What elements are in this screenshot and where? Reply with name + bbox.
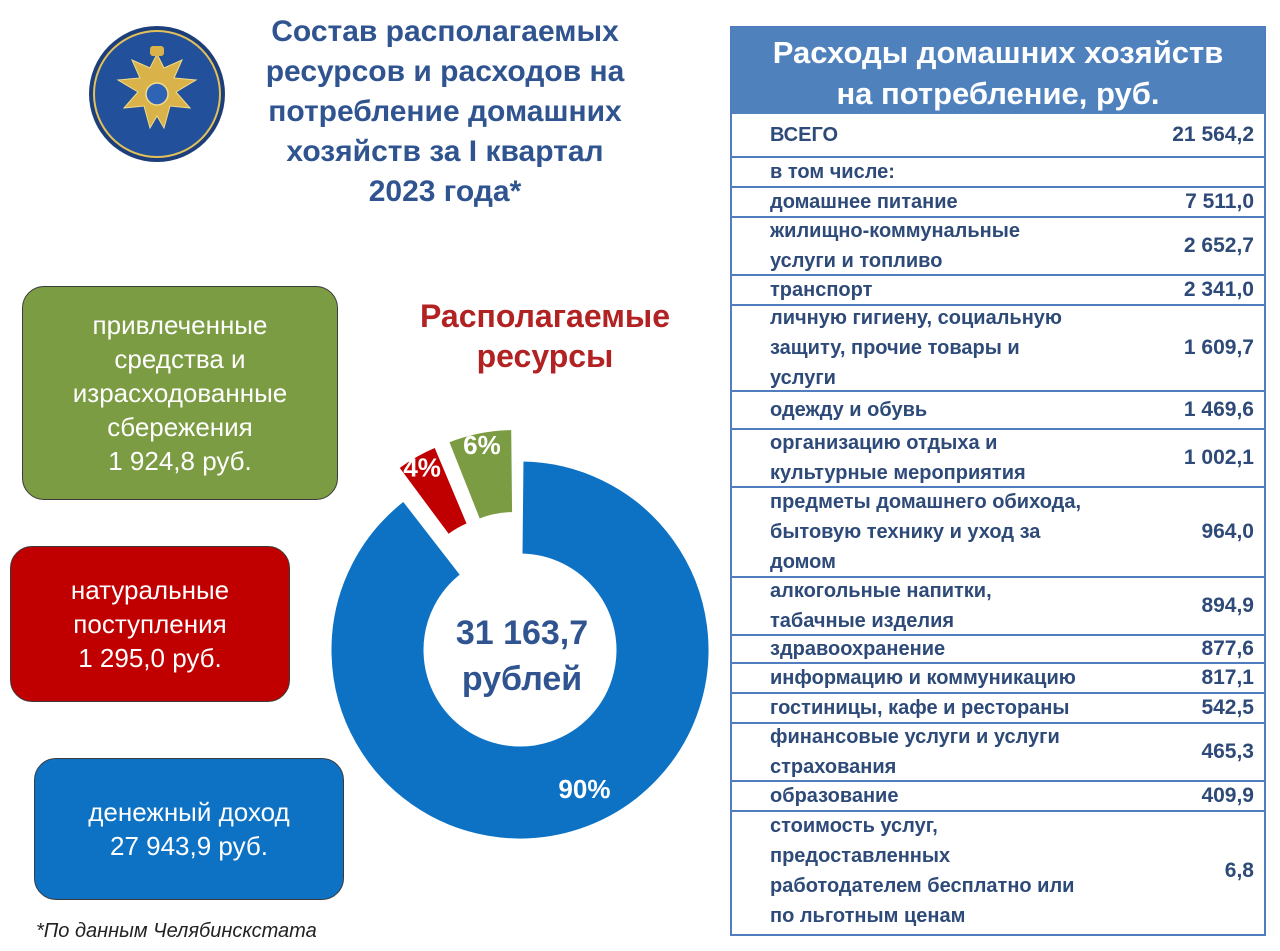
row-label-line: бытовую технику и уход за [770, 521, 1041, 543]
row-label [732, 303, 1124, 393]
main-title-line: ресурсов и расходов на [265, 55, 625, 88]
row-label-line: предоставленных [770, 845, 951, 867]
row-label-line: защиту, прочие товары и [770, 337, 1020, 359]
in-kind-income-box [10, 546, 290, 702]
table-row [732, 186, 1264, 216]
row-label-line: финансовые услуги и услуги [770, 726, 1060, 748]
row-label [732, 722, 1124, 782]
box-line: средства и [114, 344, 246, 374]
table-row [732, 486, 1264, 576]
row-label-line: одежду и обувь [770, 399, 928, 421]
row-value: 877,6 [1201, 637, 1254, 660]
resources-donut-chart [300, 400, 740, 860]
row-label [732, 811, 1124, 931]
row-value: 1 002,1 [1183, 446, 1254, 469]
row-label [732, 634, 1124, 664]
row-value: 409,9 [1201, 784, 1254, 807]
row-label [732, 187, 1124, 217]
row-value: 542,5 [1201, 696, 1254, 719]
row-label-line: транспорт [770, 279, 873, 301]
row-value: 1 469,6 [1183, 398, 1254, 421]
row-label [732, 395, 1124, 425]
main-title-line: потребление домашних [268, 95, 622, 128]
box-line: поступления [73, 609, 227, 639]
row-label-line: услуги [770, 367, 836, 389]
row-label-line: организацию отдыха и [770, 432, 998, 454]
footnote: *По данным Челябинскстата [36, 920, 317, 942]
row-label-line: стоимость услуг, [770, 815, 938, 837]
row-label [732, 576, 1124, 636]
expenses-table-body [732, 114, 1264, 930]
row-value: 7 511,0 [1185, 190, 1254, 213]
table-row [732, 576, 1264, 634]
expenses-table [730, 26, 1266, 936]
main-title [236, 12, 654, 212]
row-label-line: домашнее питание [770, 191, 958, 213]
box-line: сбережения [107, 412, 253, 442]
row-label-line: домом [770, 551, 836, 573]
row-value: 2 341,0 [1183, 278, 1254, 301]
table-row [732, 156, 1264, 186]
row-label [732, 781, 1124, 811]
row-value: 6,8 [1224, 859, 1254, 882]
row-value: 817,1 [1201, 666, 1254, 689]
main-title-line: 2023 года* [368, 175, 522, 208]
emblem-logo [86, 24, 228, 164]
box-line: 1 924,8 руб. [108, 446, 252, 476]
row-label [732, 693, 1124, 723]
box-line: 27 943,9 руб. [109, 831, 268, 861]
table-row [732, 722, 1264, 780]
table-row [732, 304, 1264, 390]
donut-title-line: Располагаемые [419, 298, 670, 334]
row-value: 21 564,2 [1172, 123, 1254, 146]
money-income-box [34, 758, 344, 900]
row-label-line: ВСЕГО [770, 124, 839, 146]
row-value: 2 652,7 [1183, 234, 1254, 257]
slice-percent-label: 90% [558, 774, 611, 805]
table-row [732, 810, 1264, 930]
slice-percent-label: 4% [403, 452, 441, 483]
row-label-line: гостиницы, кафе и рестораны [770, 697, 1070, 719]
row-label-line: табачные изделия [770, 610, 955, 632]
row-label-line: личную гигиену, социальную [770, 307, 1062, 329]
borrowed-funds-box [22, 286, 338, 500]
row-label [732, 663, 1124, 693]
table-header-line: на потребление, руб. [836, 76, 1160, 111]
main-title-line: хозяйств за I квартал [286, 135, 604, 168]
table-row [732, 634, 1264, 662]
main-title-line: Состав располагаемых [271, 15, 619, 48]
box-line: привлеченные [92, 310, 268, 340]
box-line: 1 295,0 руб. [78, 643, 222, 673]
donut-title [400, 296, 690, 376]
row-label [732, 487, 1124, 577]
row-value: 964,0 [1201, 520, 1254, 543]
table-row [732, 390, 1264, 428]
row-label [732, 428, 1124, 488]
row-value: 1 609,7 [1183, 336, 1254, 359]
row-label [732, 157, 1124, 187]
table-row [732, 216, 1264, 274]
row-label-line: по льготным ценам [770, 905, 966, 927]
table-row [732, 428, 1264, 486]
row-label-line: алкогольные напитки, [770, 580, 992, 602]
row-label-line: здравоохранение [770, 638, 946, 660]
donut-center-unit: рублей [461, 660, 583, 698]
row-value: 894,9 [1201, 594, 1254, 617]
table-row [732, 114, 1264, 156]
row-label-line: культурные мероприятия [770, 462, 1026, 484]
table-row [732, 662, 1264, 692]
box-line: израсходованные [72, 378, 288, 408]
slice-percent-label: 6% [463, 430, 501, 461]
row-label-line: жилищно-коммунальные [770, 220, 1020, 242]
row-label-line: работодателем бесплатно или [770, 875, 1075, 897]
row-label [732, 120, 1124, 150]
row-label-line: услуги и топливо [770, 250, 943, 272]
row-label-line: образование [770, 785, 899, 807]
expenses-table-header [732, 28, 1264, 114]
table-header-line: Расходы домашних хозяйств [772, 35, 1224, 70]
table-row [732, 692, 1264, 722]
table-row [732, 274, 1264, 304]
box-line: натуральные [70, 575, 230, 605]
row-label-line: предметы домашнего обихода, [770, 491, 1082, 513]
table-row [732, 780, 1264, 810]
row-label-line: информацию и коммуникацию [770, 667, 1076, 689]
row-label [732, 275, 1124, 305]
row-label-line: страхования [770, 756, 897, 778]
donut-center-value: 31 163,7 [455, 614, 589, 652]
row-label [732, 216, 1124, 276]
donut-title-line: ресурсы [476, 338, 614, 374]
row-value: 465,3 [1201, 740, 1254, 763]
row-label-line: в том числе: [770, 161, 895, 183]
box-line: денежный доход [88, 797, 290, 827]
